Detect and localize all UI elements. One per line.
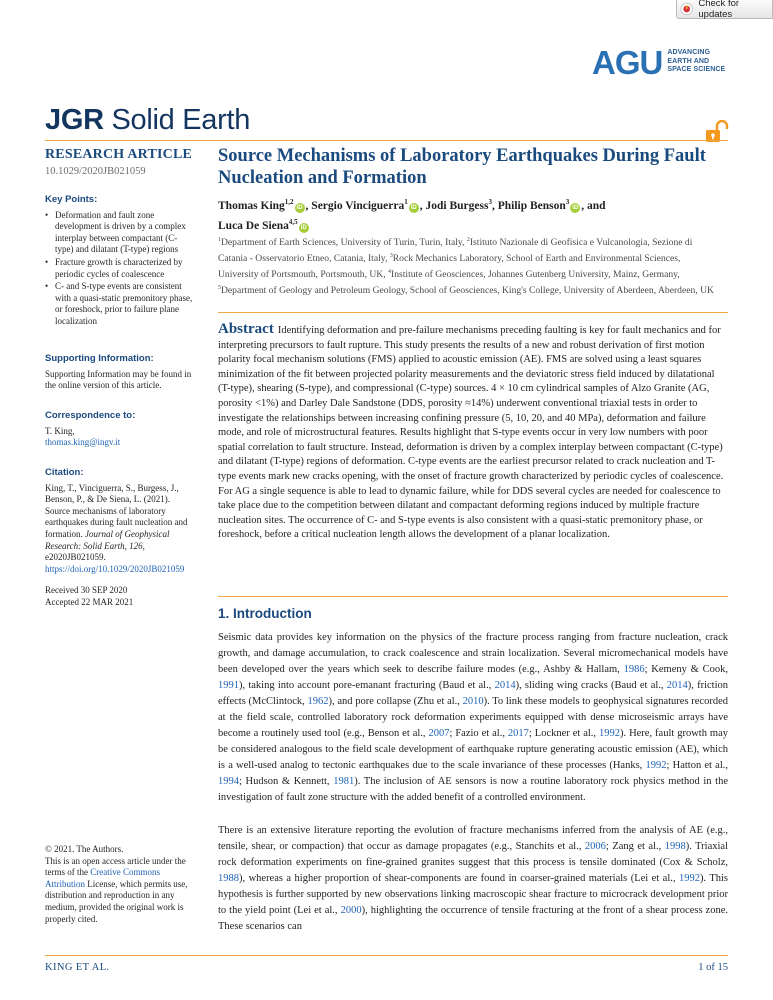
citation-text <box>45 483 195 576</box>
orcid-icon[interactable]: iD <box>410 204 417 211</box>
license-text-before: This is an open access article under the terms of the <box>45 855 186 878</box>
affil-sup: 4 <box>388 268 392 275</box>
author: Thomas King <box>218 199 285 212</box>
citation-year-link[interactable]: 2010 <box>462 696 484 708</box>
key-points-heading: Key Points: <box>45 194 98 205</box>
citation-year-link[interactable]: 1992 <box>645 760 667 772</box>
paragraph-text: There is an extensive literature reporting the evolution of fracture mechanisms inferred from the analysis of AE (e.g., tensile, shear, or compaction) that occur as damage propagates (e.g., Stanchits et al., <box>218 825 728 853</box>
citation-heading: Citation: <box>45 467 84 478</box>
correspondence <box>45 410 195 449</box>
key-points-list <box>45 210 195 328</box>
author-affil-sup: 1,2 <box>284 198 294 206</box>
agu-tagline-line: SPACE SCIENCE <box>667 66 726 74</box>
accepted-date: Accepted 22 MAR 2021 <box>45 596 134 607</box>
paragraph-text: ; Kemeny & Cook, <box>644 664 728 676</box>
check-for-updates-button[interactable] <box>676 0 773 19</box>
orcid-icon[interactable]: iD <box>572 204 579 211</box>
correspondence-email-link[interactable]: thomas.king@ingv.it <box>45 437 121 448</box>
author: Sergio Vinciguerra <box>311 199 405 212</box>
affiliations <box>218 234 723 298</box>
copyright: © 2021. The Authors. <box>45 844 124 854</box>
citation-year-link[interactable]: 1992 <box>599 728 620 740</box>
affil-sup: 2 <box>466 237 470 243</box>
paragraph-text: ). Triaxial rock deformation experiments on fine-grained granites suggest that this process is tensile dominated (Cox & Scholz, <box>218 841 728 869</box>
intro-paragraph-2 <box>218 823 728 935</box>
paragraph-text: ). The inclusion of AE sensors is now a routine laboratory rock physics method in the investigation of fault zone structure with the added benefit of a controlled environment. <box>218 776 728 804</box>
author-list <box>218 194 718 234</box>
citation-doi-link[interactable]: https://doi.org/10.1029/2020JB021059 <box>45 563 185 574</box>
paragraph-text: ). This hypothesis is further supported by new observations linking macroscopic shear fracture to microcrack development prior to the yield point (Lei et al., <box>218 873 728 917</box>
citation <box>45 467 195 609</box>
paragraph-text: ), whereas a higher proportion of shear-components are found in coarser-grained materials (Lei et al., <box>239 873 679 885</box>
creative-commons-link[interactable]: Creative Commons Attribution <box>45 867 160 889</box>
paragraph-text: ; Hudson & Kennett, <box>239 776 334 788</box>
citation-year-link[interactable]: 2006 <box>584 841 606 853</box>
agu-logo <box>592 44 732 80</box>
license-text <box>45 856 195 926</box>
author-sep: , <box>305 199 312 212</box>
license-text-after: License, which permits use, distribution and reproduction in any medium, provided the original work is properly cited. <box>45 878 188 924</box>
article-type: RESEARCH ARTICLE <box>45 147 193 162</box>
license-block <box>45 844 195 925</box>
key-points <box>45 194 195 329</box>
author: Jodi Burgess <box>425 199 489 212</box>
author-sep: , and <box>581 199 606 212</box>
page-number: 1 of 15 <box>698 962 728 973</box>
paragraph-text: Seismic data provides key information on the physics of the fracture process ranging from fracture nucleation, crack growth, and damage accumulation, to crack coalescence and strain localization. Several micromechanical models have been developed over the years which seek to describe failure modes (e.g., Ashby & Hallam, <box>218 632 728 676</box>
citation-year-link[interactable]: 1986 <box>623 664 645 676</box>
paragraph-text: ), taking into account pore-emanant fracturing (Baud et al., <box>239 680 495 692</box>
paragraph-text: ). To link these models to geophysical signatures recorded at the field scale, controlled laboratory rock deformation experiments equipped with dense microseismic arrays have become a routinely used tool (e.g., Benson et al., <box>218 696 728 740</box>
citation-body: King, T., Vinciguerra, S., Burgess, J., Benson, P., & De Siena, L. (2021). Source mechanisms of laboratory earthquakes during fault nucleation and formation. <box>45 482 188 539</box>
abstract-text: Identifying deformation and pre-failure mechanisms preceding faulting is key for fault mechanics and for interpreting precursors to fault rupture. This study presents the results of a new and robust derivation of first motion polarity focal mechanism solutions (FMS) applied to acoustic emission (AE). FMS are solved using a least squares minimization of the fit between projected polarity measurements and the deviatoric stress field induced by dilatational (T-type), shearing (S-type), and compressional (C-type) sources. 4 × 10 cm cylindrical samples of Alzo Granite (AG, porosity <1%) and Darley Dale Sandstone (DDS, porosity ≈14%) underwent conventional triaxial tests in order to investigate the relationships between increasing confining pressure (5, 10, 20, and 40 MPa), deformation and failure mode, and role of microstructural features. Results highlight that S-type events occur in very low numbers with poor spatial correlation to fault structure. Instead, deformation is driven by a complex interplay between compactant (C-type) and dilatant (T-type) regions of deformation. C-type events are the earliest precursor related to crack nucleation and T-type events mark new cracks opening, with the onset of fracture growth characterized by periodic cycles of coalescence. For AG a single sequence is able to lead to dynamic failure, while for DDS several cycles are needed for coalescence to take place due to the competition between dilatant and compactant deforming regions induced by multiple fracture nucleation sites. The occurrence of C- and S-type events is also consistent with a quasi-static premonitory phase, or foreshock, before a critical nucleation length allows the development of a planar localization. <box>218 325 724 541</box>
citation-year-link[interactable]: 2000 <box>340 905 362 917</box>
citation-year-link[interactable]: 1962 <box>307 696 329 708</box>
affil-sup: 1 <box>218 237 221 243</box>
affiliation: Department of Earth Sciences, University of Turin, Turin, Italy, <box>221 237 467 249</box>
intro-paragraph-1 <box>218 630 728 807</box>
affiliation: Department of Geology and Petroleum Geology, School of Geosciences, King's College, University of Aberdeen, Aberdeen, UK <box>221 284 714 296</box>
check-updates-label: Check for updates <box>698 0 740 20</box>
correspondence-heading: Correspondence to: <box>45 410 136 421</box>
citation-year-link[interactable]: 1991 <box>218 680 239 692</box>
affil-sup: 3 <box>389 252 393 259</box>
journal-name <box>45 104 250 137</box>
author-sep: , <box>491 199 498 212</box>
paragraph-text: ), highlighting the occurrence of tensile fracturing at the front of a shear process zone. These scenarios can <box>218 905 728 933</box>
supporting-information <box>45 353 195 402</box>
paragraph-text: ; Fazio et al., <box>449 728 508 740</box>
check-updates-icon <box>680 2 693 16</box>
author-affil-sup: 3 <box>565 198 570 206</box>
footer-rule <box>45 955 728 956</box>
article-title: Source Mechanisms of Laboratory Earthquakes During Fault Nucleation and Formation <box>218 146 706 188</box>
citation-year-link[interactable]: 2017 <box>507 728 529 740</box>
citation-year-link[interactable]: 2014 <box>666 680 688 692</box>
paragraph-text: ), friction effects (McClintock, <box>218 680 729 708</box>
agu-tagline-line: EARTH AND <box>667 57 710 65</box>
list-item: • Fracture growth is characterized by periodic cycles of coalescence <box>45 257 195 280</box>
citation-id: , e2020JB021059. <box>45 540 145 563</box>
abstract <box>218 322 728 543</box>
supporting-heading: Supporting Information: <box>45 353 154 364</box>
affil-sup: 5 <box>218 284 221 291</box>
paragraph-text: ). Here, fault growth may be considered analogous to the field scale development of earthquake rupture generating acoustic emission (AE), which is a well-used analog to tectonic earthquakes due to the scale invariance of these processes (Hanks, <box>218 728 728 772</box>
citation-year-link[interactable]: 1994 <box>218 776 239 788</box>
citation-year-link[interactable]: 1981 <box>333 776 355 788</box>
paragraph-text: ), and pore collapse (Zhu et al., <box>328 696 463 708</box>
citation-year-link[interactable]: 2014 <box>494 680 516 692</box>
agu-tagline-line: ADVANCING <box>667 49 711 57</box>
received-date: Received 30 SEP 2020 <box>45 585 128 596</box>
orcid-icon[interactable]: iD <box>300 224 307 231</box>
affiliation: Institute of Geosciences, Johannes Gutenberg University, Mainz, Germany, <box>391 268 680 280</box>
paragraph-text: ), sliding wing cracks (Baud et al., <box>515 680 667 692</box>
paragraph-text: ; Zang et al., <box>605 841 665 853</box>
author: Philip Benson <box>497 199 566 212</box>
affiliation: Rock Mechanics Laboratory, School of Earth and Environmental Sciences, University of Portsmouth, Portsmouth, UK, <box>218 253 681 280</box>
header-rule <box>45 140 728 141</box>
section-rule <box>218 596 728 597</box>
abstract-heading: Abstract <box>218 321 274 337</box>
citation-year-link[interactable]: 1992 <box>678 873 700 885</box>
citation-year-link[interactable]: 1988 <box>218 873 239 885</box>
section-heading-introduction: 1. Introduction <box>218 606 312 621</box>
paragraph-text: ; Hatton et al., <box>666 760 729 772</box>
supporting-text: Supporting Information may be found in the online version of this article. <box>45 368 192 391</box>
correspondence-name: T. King, <box>45 425 75 436</box>
abstract-rule <box>218 312 728 313</box>
author: Luca De Siena <box>218 219 289 232</box>
list-item: • C- and S-type events are consistent with a quasi-static premonitory phase, or foreshock, prior to failure plane localization <box>45 281 195 327</box>
agu-mark: AGU <box>592 43 663 81</box>
agu-tagline <box>667 49 725 75</box>
author-sep: , <box>419 199 426 212</box>
footer-running-head: KING ET AL. <box>45 962 110 973</box>
journal-name-bold: JGR <box>45 104 104 136</box>
paragraph-text: ; Lockner et al., <box>528 728 599 740</box>
citation-year-link[interactable]: 2007 <box>428 728 450 740</box>
author-affil-sup: 3 <box>488 198 492 206</box>
article-doi: 10.1029/2020JB021059 <box>45 166 146 177</box>
orcid-icon[interactable]: iD <box>296 204 303 211</box>
journal-name-rest: Solid Earth <box>103 104 251 136</box>
author-affil-sup: 4,5 <box>288 217 298 226</box>
list-item: • Deformation and fault zone development is driven by a complex interplay between compactant (C-type) and dilatant (T-type) regions <box>45 210 195 256</box>
affiliation: Istituto Nazionale di Geofisica e Vulcanologia, Sezione di Catania - Osservatorio Etneo, Catania, Italy, <box>218 237 693 265</box>
citation-year-link[interactable]: 1998 <box>664 841 686 853</box>
citation-journal: Journal of Geophysical Research: Solid Earth, 126 <box>45 528 170 551</box>
author-affil-sup: 1 <box>404 198 408 206</box>
